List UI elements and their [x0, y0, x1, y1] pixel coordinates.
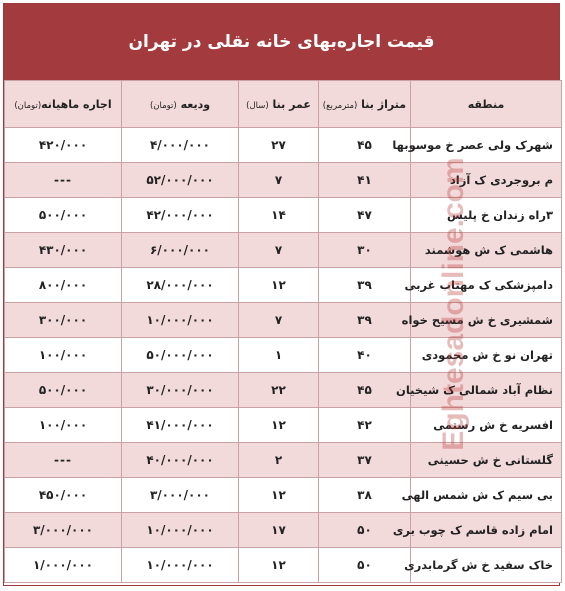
- cell-deposit: ۶/۰۰۰/۰۰۰: [122, 233, 239, 268]
- cell-rent: ---: [5, 443, 122, 478]
- cell-region: گلستانی خ ش حسینی: [411, 443, 562, 478]
- watermark-text: Eghtesadonline.com: [437, 157, 470, 451]
- cell-area: ۴۵: [319, 373, 411, 408]
- cell-age: ۱۲: [239, 268, 319, 303]
- cell-area: ۳۰: [319, 233, 411, 268]
- table-header-row: [5, 81, 562, 128]
- header-age: عمر بنا (سال): [239, 81, 319, 128]
- cell-deposit: ۳/۰۰۰/۰۰۰: [122, 478, 239, 513]
- cell-deposit: ۲۸/۰۰۰/۰۰۰: [122, 268, 239, 303]
- header-deposit: ودیعه (تومان): [122, 81, 239, 128]
- cell-rent: ۵۰۰/۰۰۰: [5, 198, 122, 233]
- cell-age: ۱۲: [239, 548, 319, 583]
- cell-area: ۴۵: [319, 128, 411, 163]
- table-row: [5, 268, 562, 303]
- cell-area: ۳۷: [319, 443, 411, 478]
- cell-rent: ۸۰۰/۰۰۰: [5, 268, 122, 303]
- cell-region: م بروجردی ک آزاد: [411, 163, 562, 198]
- table-row: [5, 408, 562, 443]
- cell-deposit: ۴۰/۰۰۰/۰۰۰: [122, 443, 239, 478]
- cell-deposit: ۱۰/۰۰۰/۰۰۰: [122, 303, 239, 338]
- cell-rent: ۵۰۰/۰۰۰: [5, 373, 122, 408]
- cell-deposit: ۴۱/۰۰۰/۰۰۰: [122, 408, 239, 443]
- table-row: [5, 163, 562, 198]
- document-frame: [3, 3, 560, 586]
- table-row: [5, 198, 562, 233]
- cell-age: ۱۲: [239, 408, 319, 443]
- cell-region: تهران نو خ ش محمودی: [411, 338, 562, 373]
- header-rent: اجاره ماهیانه(تومان): [5, 81, 122, 128]
- cell-area: ۳۸: [319, 478, 411, 513]
- cell-region: افسریه خ ش رستمی: [411, 408, 562, 443]
- cell-region: بی سیم ک ش شمس الهی: [411, 478, 562, 513]
- cell-region: شهرک ولی عصر خ موسوبها: [411, 128, 562, 163]
- cell-region: ۳راه زندان خ پلیس: [411, 198, 562, 233]
- table-row: [5, 548, 562, 583]
- cell-age: ۷: [239, 233, 319, 268]
- rent-table: [4, 80, 562, 583]
- cell-age: ۱۲: [239, 478, 319, 513]
- cell-rent: ---: [5, 163, 122, 198]
- cell-area: ۴۰: [319, 338, 411, 373]
- cell-area: ۳۹: [319, 303, 411, 338]
- table-row: [5, 338, 562, 373]
- cell-deposit: ۱۰/۰۰۰/۰۰۰: [122, 548, 239, 583]
- cell-rent: ۱۰۰/۰۰۰: [5, 338, 122, 373]
- cell-age: ۱۷: [239, 513, 319, 548]
- cell-area: ۴۷: [319, 198, 411, 233]
- cell-age: ۷: [239, 303, 319, 338]
- table-row: [5, 128, 562, 163]
- table-row: [5, 443, 562, 478]
- cell-deposit: ۵۲/۰۰۰/۰۰۰: [122, 163, 239, 198]
- cell-age: ۱: [239, 338, 319, 373]
- table-row: [5, 303, 562, 338]
- cell-region: شمشیری خ ش مسیح خواه: [411, 303, 562, 338]
- table-row: [5, 233, 562, 268]
- cell-region: خاک سفید خ ش گرمابدری: [411, 548, 562, 583]
- header-area: متراژ بنا (مترمربع): [319, 81, 411, 128]
- cell-area: ۳۹: [319, 268, 411, 303]
- cell-deposit: ۵۰/۰۰۰/۰۰۰: [122, 338, 239, 373]
- cell-area: ۵۰: [319, 548, 411, 583]
- cell-rent: ۴۲۰/۰۰۰: [5, 128, 122, 163]
- cell-rent: ۳۰۰/۰۰۰: [5, 303, 122, 338]
- table-row: [5, 373, 562, 408]
- cell-deposit: ۳۰/۰۰۰/۰۰۰: [122, 373, 239, 408]
- cell-region: هاشمی ک ش هوشمند: [411, 233, 562, 268]
- cell-age: ۷: [239, 163, 319, 198]
- cell-age: ۱۴: [239, 198, 319, 233]
- header-region: منطقه: [411, 81, 562, 128]
- cell-area: ۴۲: [319, 408, 411, 443]
- cell-deposit: ۴۲/۰۰۰/۰۰۰: [122, 198, 239, 233]
- cell-area: ۴۱: [319, 163, 411, 198]
- cell-age: ۲۷: [239, 128, 319, 163]
- cell-rent: ۴۳۰/۰۰۰: [5, 233, 122, 268]
- title-bar: [4, 4, 559, 80]
- cell-region: دامپزشکی ک مهتاب غربی: [411, 268, 562, 303]
- table-row: [5, 478, 562, 513]
- cell-rent: ۴۵۰/۰۰۰: [5, 478, 122, 513]
- cell-area: ۵۰: [319, 513, 411, 548]
- cell-region: امام زاده قاسم ک چوب بری: [411, 513, 562, 548]
- table-row: [5, 513, 562, 548]
- cell-deposit: ۴/۰۰۰/۰۰۰: [122, 128, 239, 163]
- cell-rent: ۳/۰۰۰/۰۰۰: [5, 513, 122, 548]
- page-title: قیمت اجاره‌بهای خانه نقلی در تهران: [128, 32, 435, 52]
- cell-age: ۲۲: [239, 373, 319, 408]
- cell-region: نظام آباد شمالی ک شیخیان: [411, 373, 562, 408]
- cell-age: ۲: [239, 443, 319, 478]
- cell-rent: ۱۰۰/۰۰۰: [5, 408, 122, 443]
- cell-rent: ۱/۰۰۰/۰۰۰: [5, 548, 122, 583]
- cell-deposit: ۱۰/۰۰۰/۰۰۰: [122, 513, 239, 548]
